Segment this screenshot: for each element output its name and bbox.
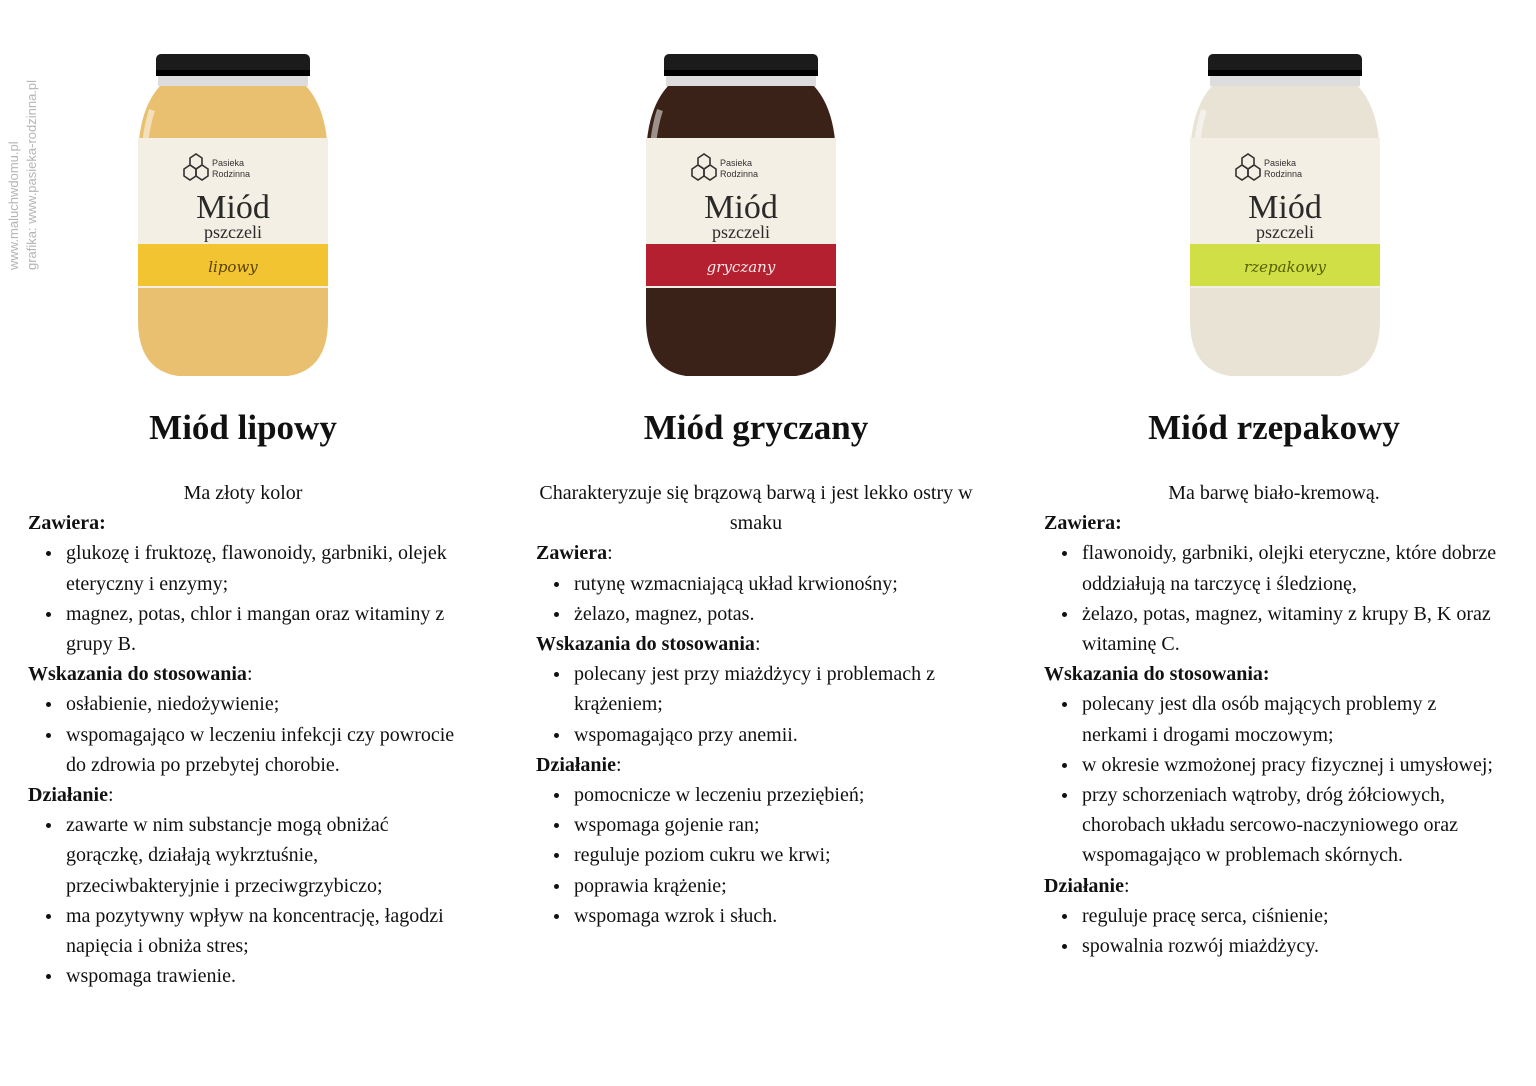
product-description bbox=[536, 478, 976, 931]
section-heading bbox=[28, 780, 458, 810]
honey-jar-image bbox=[138, 50, 328, 390]
product-title: Miód lipowy bbox=[149, 408, 337, 447]
jar-image-wrap bbox=[646, 50, 836, 390]
section-heading-suffix: : bbox=[607, 542, 613, 565]
watermark-line-1: www.maluchwdomu.pl bbox=[6, 141, 21, 270]
product-intro: Charakteryzuje się brązową barwą i jest lekko ostry w smaku bbox=[539, 482, 973, 535]
brand-line-2: Rodzinna bbox=[720, 169, 759, 179]
list-item: w okresie wzmożonej pracy fizycznej i umysłowej; bbox=[1082, 750, 1504, 780]
brand-line-1: Pasieka bbox=[212, 158, 245, 168]
section-heading-text: Działanie bbox=[536, 753, 616, 776]
watermark-line-2: grafika: www.pasieka-rodzinna.pl bbox=[24, 79, 39, 270]
brand-line-1: Pasieka bbox=[1264, 158, 1297, 168]
list-item: żelazo, potas, magnez, witaminy z krupy B, K oraz witaminę C. bbox=[1082, 599, 1504, 659]
section-heading bbox=[536, 538, 976, 568]
section-heading-text: Działanie bbox=[28, 784, 108, 807]
section-heading-suffix: : bbox=[1124, 874, 1130, 897]
section-list bbox=[28, 689, 458, 780]
section-list bbox=[1044, 901, 1504, 961]
list-item: polecany jest przy miażdżycy i problemach z krążeniem; bbox=[574, 659, 976, 719]
section-heading-text: Zawiera: bbox=[28, 512, 106, 535]
section-heading bbox=[28, 659, 458, 689]
honey-jar-image bbox=[1190, 50, 1380, 390]
brand-line-2: Rodzinna bbox=[212, 169, 251, 179]
variety-label: gryczany bbox=[706, 258, 776, 276]
product-description bbox=[28, 478, 458, 991]
list-item: ma pozytywny wpływ na koncentrację, łagodzi napięcia i obniża stres; bbox=[66, 901, 458, 961]
list-item: wspomaga trawienie. bbox=[66, 961, 458, 991]
section-list bbox=[536, 780, 976, 931]
section-list bbox=[1044, 538, 1504, 659]
section-heading-suffix: : bbox=[616, 753, 622, 776]
label-small: pszczeli bbox=[712, 222, 770, 242]
list-item: wspomagająco w leczeniu infekcji czy powrocie do zdrowia po przebytej chorobie. bbox=[66, 720, 458, 780]
list-item: zawarte w nim substancje mogą obniżać gorączkę, działają wykrztuśnie, przeciwbakteryjnie i przeciwgrzybiczo; bbox=[66, 810, 458, 901]
label-big: Miód bbox=[704, 189, 778, 226]
list-item: osłabienie, niedożywienie; bbox=[66, 689, 458, 719]
list-item: reguluje pracę serca, ciśnienie; bbox=[1082, 901, 1504, 931]
jar-image-wrap bbox=[138, 50, 328, 390]
label-big: Miód bbox=[196, 189, 270, 226]
list-item: magnez, potas, chlor i mangan oraz witaminy z grupy B. bbox=[66, 599, 458, 659]
section-heading bbox=[1044, 659, 1504, 689]
watermark bbox=[4, 40, 44, 280]
list-item: wspomaga wzrok i słuch. bbox=[574, 901, 976, 931]
jar-image-wrap bbox=[1190, 50, 1380, 390]
list-item: żelazo, magnez, potas. bbox=[574, 599, 976, 629]
list-item: rutynę wzmacniającą układ krwionośny; bbox=[574, 569, 976, 599]
section-heading-suffix: : bbox=[108, 784, 114, 807]
product-intro: Ma barwę biało-kremową. bbox=[1168, 482, 1380, 504]
list-item: wspomaga gojenie ran; bbox=[574, 810, 976, 840]
section-heading-text: Zawiera bbox=[536, 542, 608, 565]
list-item: wspomagająco przy anemii. bbox=[574, 720, 976, 750]
brand-line-2: Rodzinna bbox=[1264, 169, 1303, 179]
section-list bbox=[28, 810, 458, 991]
list-item: poprawia krążenie; bbox=[574, 871, 976, 901]
product-title: Miód gryczany bbox=[643, 408, 869, 447]
section-heading-suffix: : bbox=[246, 663, 253, 686]
list-item: flawonoidy, garbniki, olejki eteryczne, które dobrze oddziałują na tarczycę i śledzionę, bbox=[1082, 538, 1504, 598]
list-item: reguluje poziom cukru we krwi; bbox=[574, 840, 976, 870]
variety-label: rzepakowy bbox=[1244, 258, 1326, 276]
variety-label: lipowy bbox=[208, 258, 258, 276]
section-list bbox=[536, 659, 976, 750]
list-item: przy schorzeniach wątroby, dróg żółciowych, chorobach układu sercowo-naczyniowego oraz wspomagająco w problemach skórnych. bbox=[1082, 780, 1504, 871]
section-heading-suffix: : bbox=[754, 633, 761, 656]
section-heading bbox=[536, 750, 976, 780]
section-heading-text: Wskazania do stosowania bbox=[28, 663, 247, 686]
list-item: pomocnicze w leczeniu przeziębień; bbox=[574, 780, 976, 810]
section-heading-text: Wskazania do stosowania: bbox=[1044, 663, 1270, 686]
section-heading bbox=[28, 508, 458, 538]
list-item: spowalnia rozwój miażdżycy. bbox=[1082, 931, 1504, 961]
label-big: Miód bbox=[1248, 189, 1322, 226]
product-title: Miód rzepakowy bbox=[1148, 408, 1400, 447]
section-heading-text: Wskazania do stosowania bbox=[536, 633, 755, 656]
label-small: pszczeli bbox=[204, 222, 262, 242]
product-intro: Ma złoty kolor bbox=[183, 482, 303, 504]
product-description bbox=[1044, 478, 1504, 961]
section-heading bbox=[1044, 508, 1504, 538]
honey-jar-image bbox=[646, 50, 836, 390]
label-small: pszczeli bbox=[1256, 222, 1314, 242]
list-item: glukozę i fruktozę, flawonoidy, garbniki, olejek eteryczny i enzymy; bbox=[66, 538, 458, 598]
section-heading bbox=[1044, 871, 1504, 901]
section-list bbox=[536, 569, 976, 629]
brand-line-1: Pasieka bbox=[720, 158, 753, 168]
section-list bbox=[1044, 689, 1504, 870]
section-heading bbox=[536, 629, 976, 659]
section-list bbox=[28, 538, 458, 659]
section-heading-text: Działanie bbox=[1044, 874, 1124, 897]
section-heading-text: Zawiera: bbox=[1044, 512, 1122, 535]
list-item: polecany jest dla osób mających problemy z nerkami i drogami moczowym; bbox=[1082, 689, 1504, 749]
